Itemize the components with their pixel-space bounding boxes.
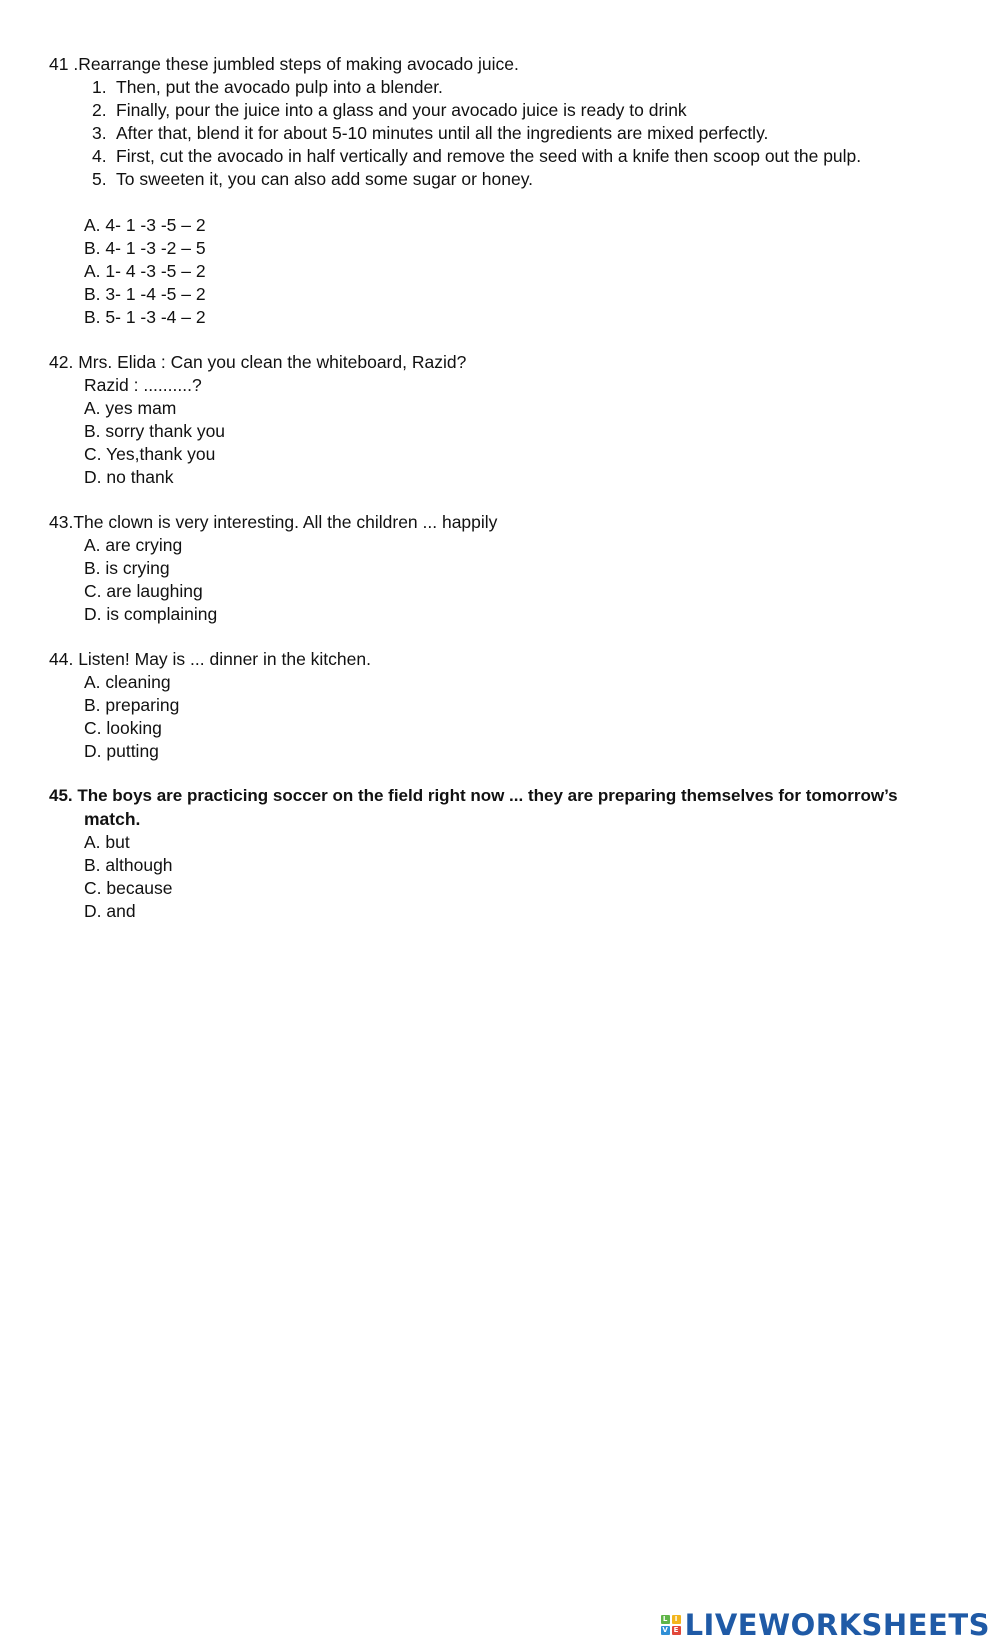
answer-option[interactable]: B. 3- 1 -4 -5 – 2	[84, 284, 206, 304]
answer-option[interactable]: D. putting	[84, 741, 159, 761]
question-45-stem-continued: match.	[84, 809, 141, 829]
answer-option[interactable]: A. but	[84, 832, 130, 852]
liveworksheets-logo-text: LIVEWORKSHEETS	[684, 1608, 990, 1642]
answer-option[interactable]: D. is complaining	[84, 604, 218, 624]
answer-option[interactable]: B. is crying	[84, 558, 170, 578]
liveworksheets-logo-icon	[661, 1615, 681, 1635]
answer-option[interactable]: C. because	[84, 878, 173, 898]
logo-square-red: E	[672, 1626, 681, 1635]
logo-square-green: L	[661, 1615, 670, 1624]
answer-option[interactable]: C. Yes,thank you	[84, 444, 216, 464]
step-number: 1.	[92, 77, 107, 97]
answer-option[interactable]: C. looking	[84, 718, 162, 738]
answer-option[interactable]: B. 5- 1 -3 -4 – 2	[84, 307, 206, 327]
step-text: To sweeten it, you can also add some sugar or honey.	[116, 169, 534, 189]
step-text: Finally, pour the juice into a glass and your avocado juice is ready to drink	[116, 100, 687, 120]
step-number: 3.	[92, 123, 107, 143]
logo-square-yellow: I	[672, 1615, 681, 1624]
question-45-stem: 45. The boys are practicing soccer on the field right now ... they are preparing themselves for tomorrow’s	[49, 786, 898, 805]
liveworksheets-logo	[661, 1608, 990, 1642]
answer-option[interactable]: C. are laughing	[84, 581, 203, 601]
answer-option[interactable]: D. no thank	[84, 467, 174, 487]
question-41-stem: 41 .Rearrange these jumbled steps of making avocado juice.	[49, 54, 519, 74]
answer-option[interactable]: A. are crying	[84, 535, 183, 555]
answer-option[interactable]: D. and	[84, 901, 136, 921]
answer-option[interactable]: A. cleaning	[84, 672, 171, 692]
answer-option[interactable]: A. yes mam	[84, 398, 177, 418]
step-number: 4.	[92, 146, 107, 166]
answer-option[interactable]: B. although	[84, 855, 173, 875]
step-text: Then, put the avocado pulp into a blender.	[116, 77, 443, 97]
answer-option[interactable]: B. sorry thank you	[84, 421, 226, 441]
question-44-stem: 44. Listen! May is ... dinner in the kitchen.	[49, 649, 371, 669]
answer-option[interactable]: A. 1- 4 -3 -5 – 2	[84, 261, 206, 281]
step-number: 5.	[92, 169, 107, 189]
step-text: After that, blend it for about 5-10 minutes until all the ingredients are mixed perfectly.	[116, 123, 769, 143]
answer-option[interactable]: A. 4- 1 -3 -5 – 2	[84, 215, 206, 235]
question-42-reply: Razid : ..........?	[84, 375, 202, 395]
question-42-stem: 42. Mrs. Elida : Can you clean the whiteboard, Razid?	[49, 352, 467, 372]
logo-square-blue: V	[662, 1626, 668, 1634]
step-number: 2.	[92, 100, 107, 120]
step-text: First, cut the avocado in half vertically and remove the seed with a knife then scoop out the pulp.	[116, 146, 862, 166]
answer-option[interactable]: B. 4- 1 -3 -2 – 5	[84, 238, 206, 258]
question-43-stem: 43.The clown is very interesting. All the children ... happily	[49, 512, 498, 532]
answer-option[interactable]: B. preparing	[84, 695, 180, 715]
